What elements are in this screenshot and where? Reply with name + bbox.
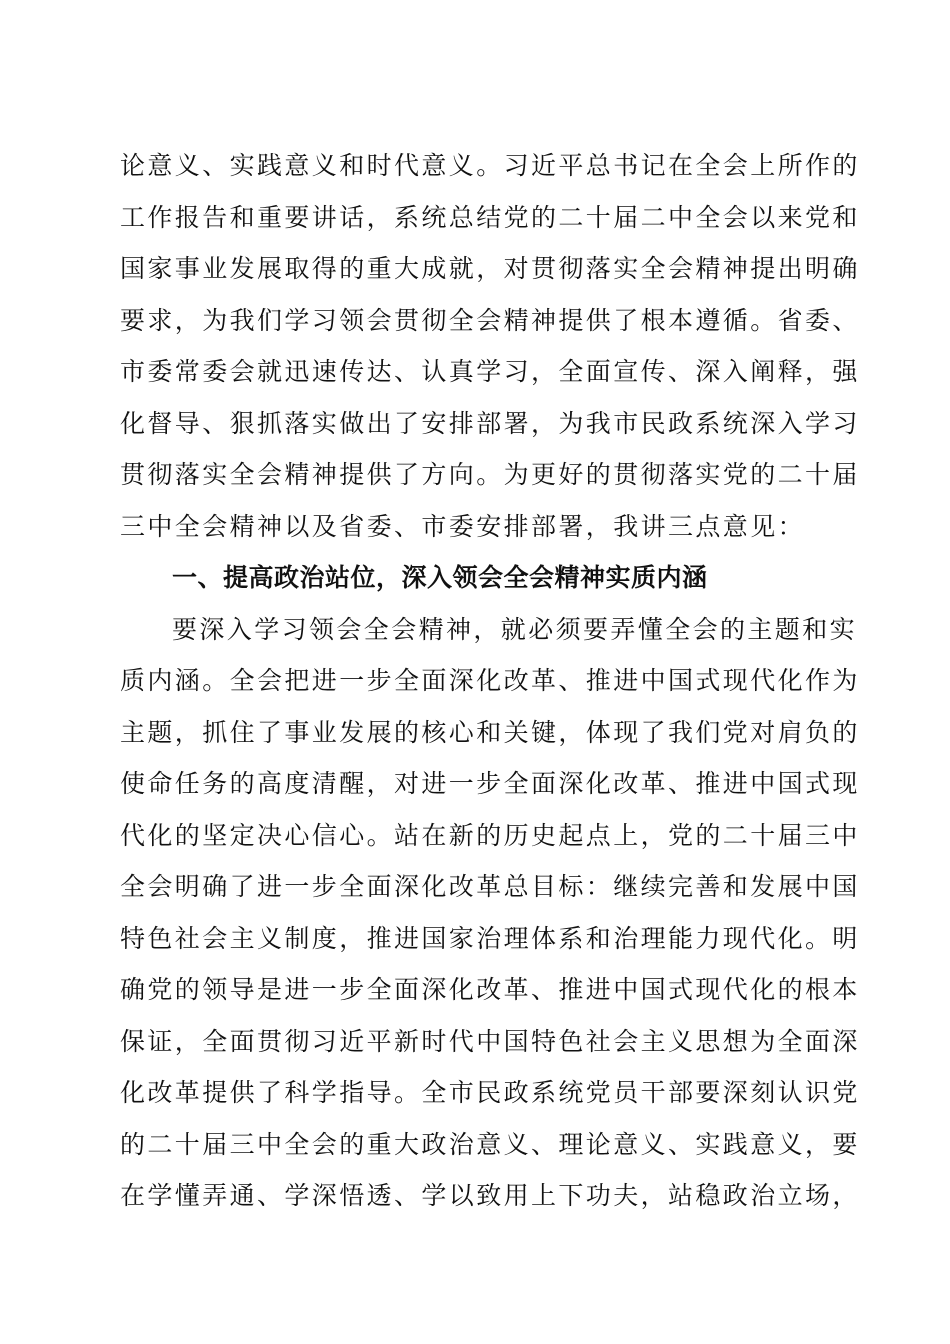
paragraph-2-line-4: 使命任务的高度清醒，对进一步全面深化改革、推进中国式现 xyxy=(120,769,860,798)
paragraph-2-line-5: 代化的坚定决心信心。站在新的历史起点上，党的二十届三中 xyxy=(120,820,860,850)
paragraph-2-line-7: 特色社会主义制度，推进国家治理体系和治理能力现代化。明 xyxy=(120,923,860,953)
section-heading: 一、提高政治站位，深入领会全会精神实质内涵 xyxy=(172,563,708,592)
paragraph-2-line-9: 保证，全面贯彻习近平新时代中国特色社会主义思想为全面深 xyxy=(120,1026,860,1056)
paragraph-2-line-6: 全会明确了进一步全面深化改革总目标：继续完善和发展中国 xyxy=(120,872,860,901)
paragraph-2-line-12: 在学懂弄通、学深悟透、学以致用上下功夫，站稳政治立场， xyxy=(120,1181,860,1210)
paragraph-1-line-2: 工作报告和重要讲话，系统总结党的二十届二中全会以来党和 xyxy=(120,202,860,232)
paragraph-1-line-6: 化督导、狠抓落实做出了安排部署，为我市民政系统深入学习 xyxy=(120,408,860,438)
paragraph-2-line-3: 主题，抓住了事业发展的核心和关键，体现了我们党对肩负的 xyxy=(120,717,860,747)
paragraph-1-line-5: 市委常委会就迅速传达、认真学习，全面宣传、深入阐释，强 xyxy=(120,357,860,386)
paragraph-1-line-3: 国家事业发展取得的重大成就，对贯彻落实全会精神提出明确 xyxy=(120,254,860,283)
paragraph-1-line-8: 三中全会精神以及省委、市委安排部署，我讲三点意见： xyxy=(120,511,806,541)
paragraph-2-line-1: 要深入学习领会全会精神，就必须要弄懂全会的主题和实 xyxy=(172,614,858,644)
paragraph-2-line-10: 化改革提供了科学指导。全市民政系统党员干部要深刻认识党 xyxy=(120,1078,860,1107)
paragraph-2-line-11: 的二十届三中全会的重大政治意义、理论意义、实践意义，要 xyxy=(120,1129,860,1159)
paragraph-2-line-8: 确党的领导是进一步全面深化改革、推进中国式现代化的根本 xyxy=(120,975,860,1004)
paragraph-1-line-1: 论意义、实践意义和时代意义。习近平总书记在全会上所作的 xyxy=(120,151,860,180)
paragraph-2-line-2: 质内涵。全会把进一步全面深化改革、推进中国式现代化作为 xyxy=(120,666,860,695)
paragraph-1-line-4: 要求，为我们学习领会贯彻全会精神提供了根本遵循。省委、 xyxy=(120,305,860,335)
paragraph-1-line-7: 贯彻落实全会精神提供了方向。为更好的贯彻落实党的二十届 xyxy=(120,460,860,489)
document-body xyxy=(120,140,860,1222)
